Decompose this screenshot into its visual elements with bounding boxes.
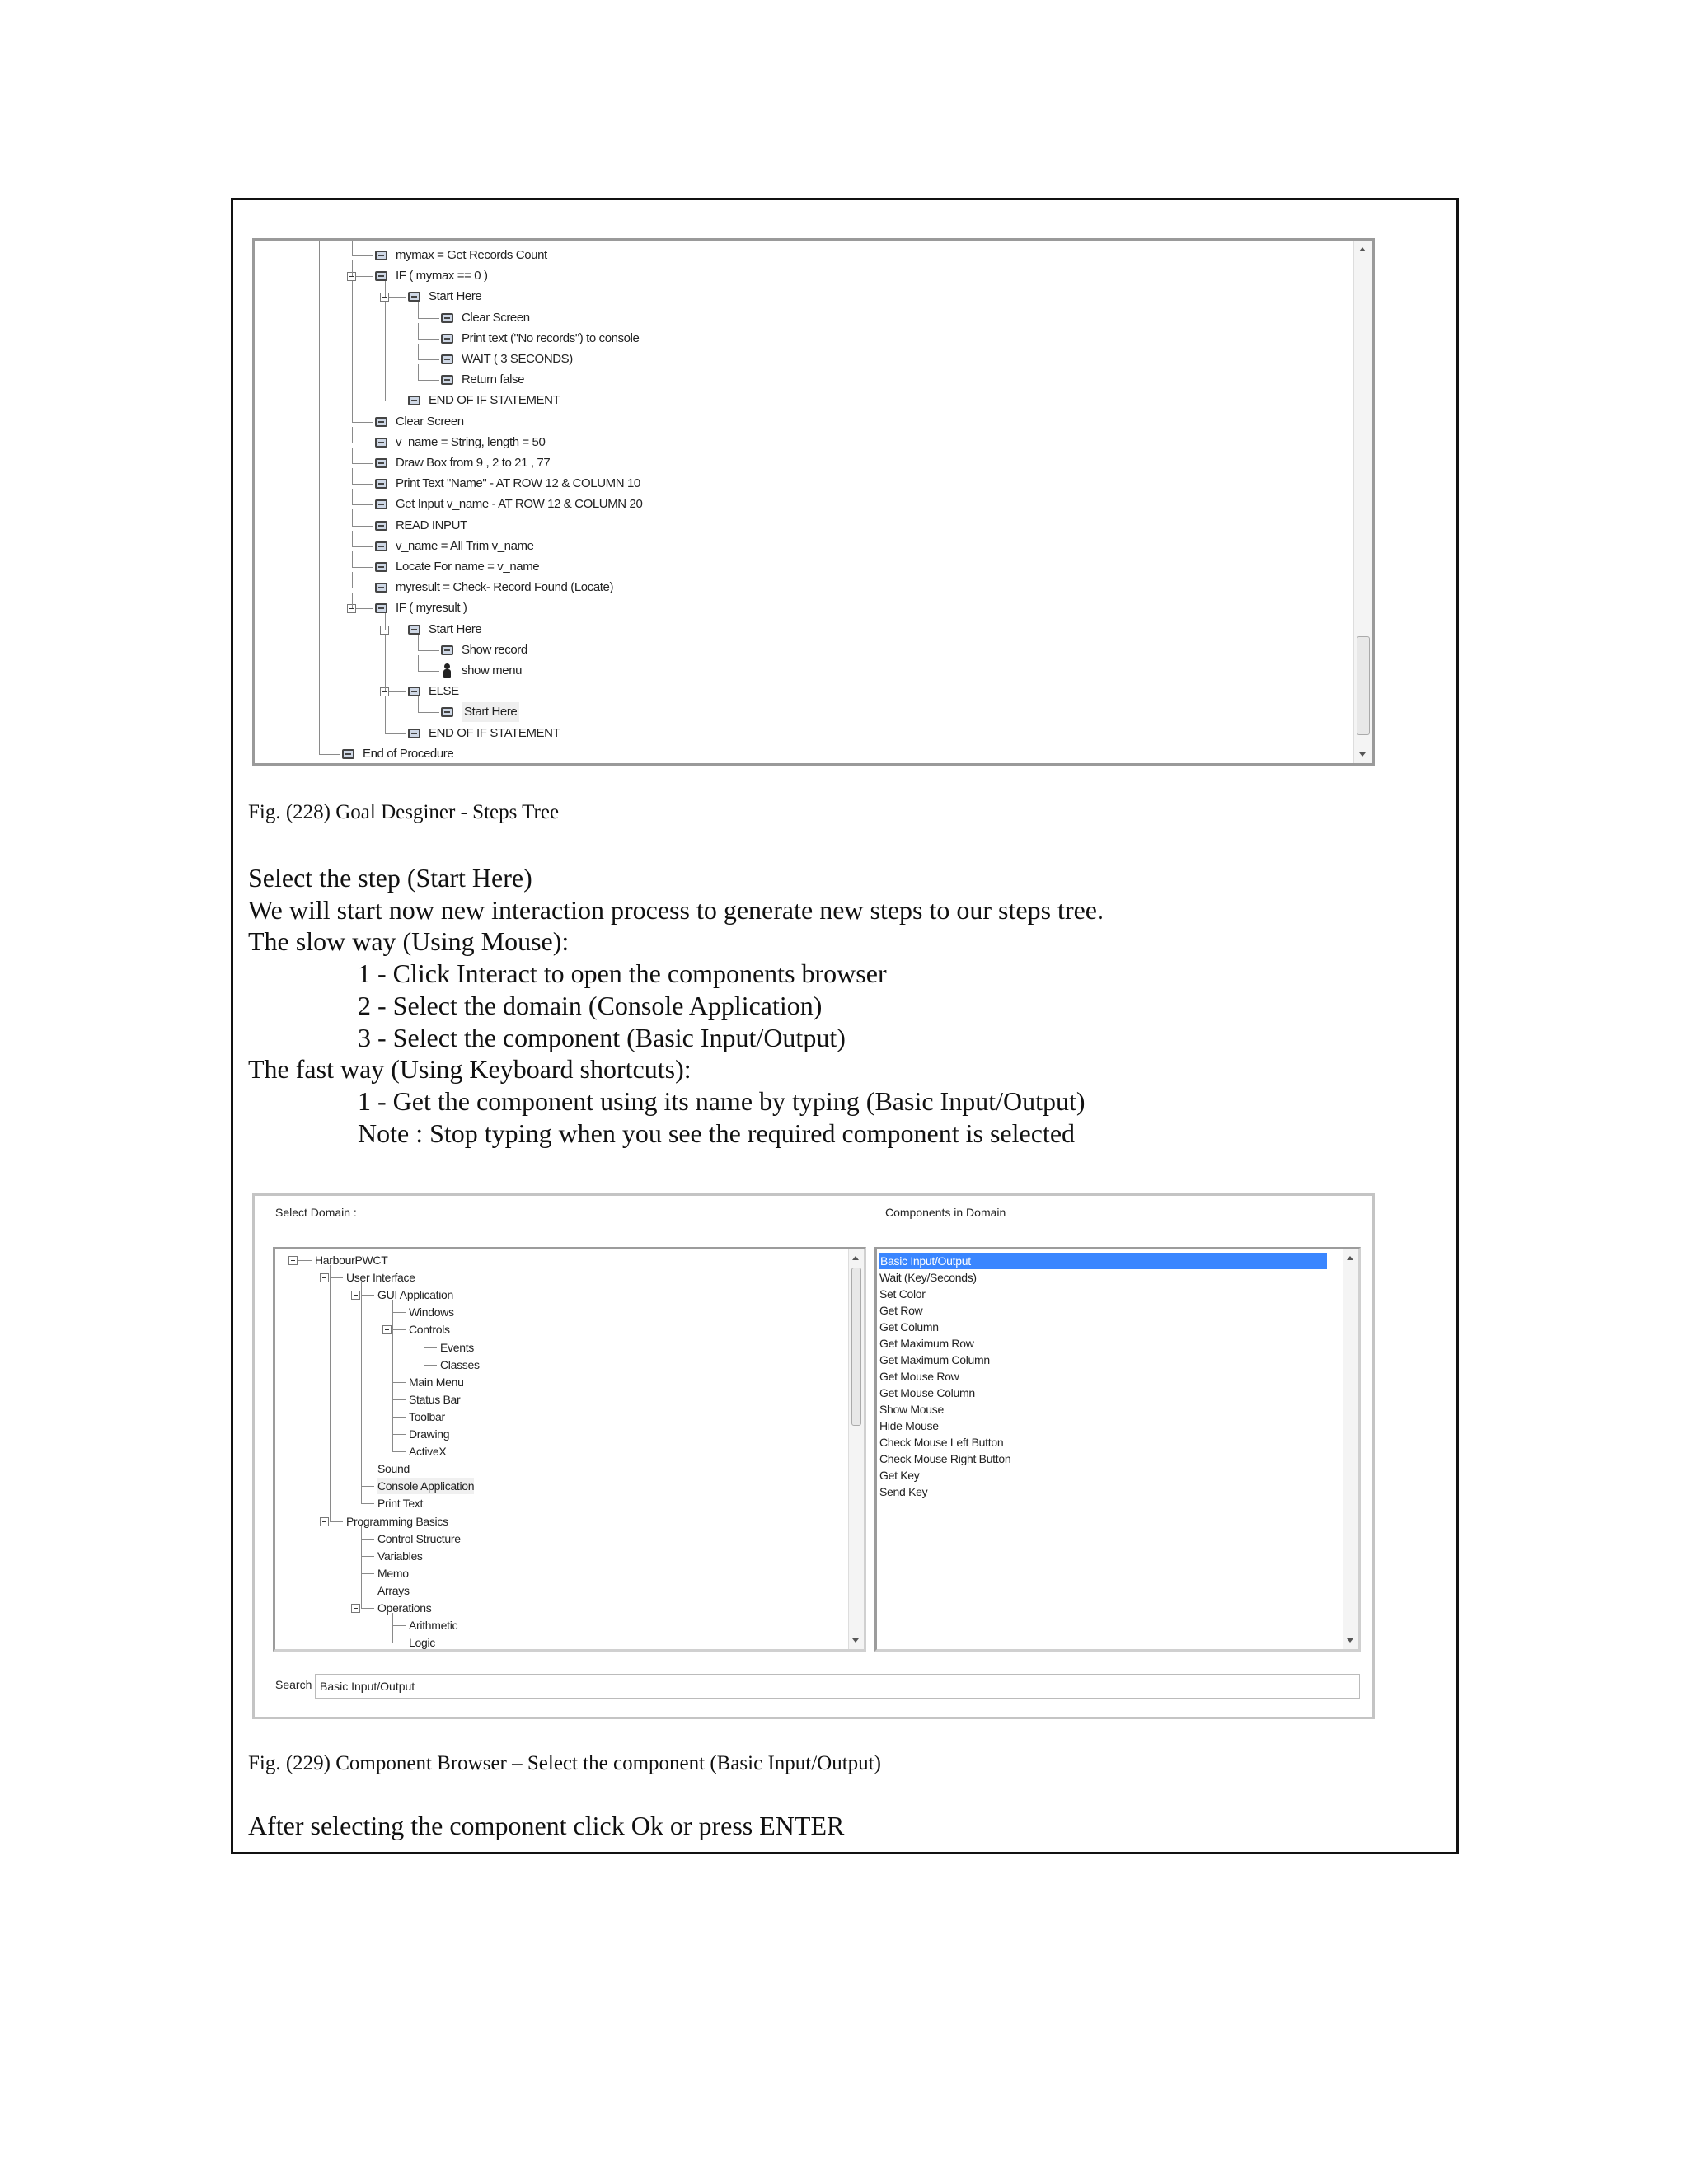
- tree-node[interactable]: [375, 516, 467, 536]
- steps-tree: [255, 241, 1354, 763]
- body-line: 3 - Select the component (Basic Input/Output): [358, 1022, 846, 1052]
- tree-guide: [352, 468, 353, 484]
- tree-node-label: READ INPUT: [396, 518, 467, 532]
- scroll-up-icon[interactable]: [852, 1256, 859, 1260]
- tree-guide: [352, 448, 353, 463]
- tree-node-label: Locate For name = v_name: [396, 560, 540, 574]
- tree-node-label: Return false: [462, 373, 525, 387]
- tree-connector: [392, 1382, 406, 1383]
- person-icon: [441, 663, 453, 678]
- components-list: [877, 1249, 1343, 1649]
- tree-connector: [352, 526, 373, 527]
- tree-connector: [352, 567, 373, 568]
- tree-guide: [392, 1300, 393, 1451]
- tree-node[interactable]: [441, 640, 528, 660]
- tree-connector: [392, 1451, 406, 1452]
- tree-node[interactable]: [375, 578, 613, 598]
- component-item[interactable]: Get Row: [879, 1304, 923, 1317]
- components-list-panel[interactable]: [874, 1247, 1361, 1652]
- tree-node-label: IF ( mymax == 0 ): [396, 269, 488, 284]
- domain-tree-item[interactable]: Logic: [409, 1636, 435, 1650]
- step-icon: [441, 375, 453, 385]
- tree-connector: [319, 754, 340, 755]
- tree-node[interactable]: [342, 744, 453, 764]
- domain-tree-item[interactable]: User Interface: [346, 1271, 415, 1285]
- tree-node[interactable]: [441, 349, 573, 369]
- domain-tree-item[interactable]: Sound: [377, 1462, 410, 1476]
- domain-tree-item[interactable]: Controls: [409, 1323, 450, 1337]
- tree-node-label: v_name = All Trim v_name: [396, 538, 534, 553]
- search-input[interactable]: Basic Input/Output: [315, 1674, 1360, 1699]
- domain-tree-scrollbar[interactable]: [848, 1249, 864, 1649]
- body-line: The slow way (Using Mouse):: [248, 926, 570, 957]
- tree-node-label: Start Here: [429, 289, 482, 304]
- domain-tree-item[interactable]: GUI Application: [377, 1288, 453, 1302]
- tree-connector: [385, 733, 406, 734]
- tree-guide: [330, 1265, 331, 1521]
- tree-connector: [424, 1347, 437, 1348]
- tree-guide: [352, 551, 353, 567]
- tree-guide: [361, 1282, 362, 1503]
- step-icon: [441, 354, 453, 364]
- tree-guide: [352, 427, 353, 443]
- domain-tree-item[interactable]: Classes: [440, 1357, 480, 1371]
- component-item[interactable]: Show Mouse: [879, 1403, 944, 1416]
- tree-guide: [352, 260, 353, 276]
- tree-connector: [330, 1521, 343, 1522]
- tree-connector: [352, 504, 373, 505]
- tree-node-label: IF ( myresult ): [396, 601, 467, 616]
- figure-caption-228: Fig. (228) Goal Desginer - Steps Tree: [248, 801, 560, 823]
- tree-node-label: WAIT ( 3 SECONDS): [462, 352, 573, 366]
- domain-tree-item[interactable]: Console Application: [377, 1479, 475, 1493]
- tree-guide: [385, 302, 386, 401]
- step-icon: [408, 625, 420, 635]
- steps-tree-scrollbar[interactable]: [1353, 241, 1372, 763]
- tree-guide: [352, 572, 353, 588]
- body-line: 1 - Get the component using its name by typing (Basic Input/Output): [358, 1085, 1085, 1116]
- tree-guide: [361, 1526, 362, 1609]
- tree-guide: [385, 281, 386, 297]
- tree-connector: [392, 1625, 406, 1626]
- tree-node-label: ELSE: [429, 684, 459, 699]
- collapse-icon[interactable]: [320, 1273, 329, 1282]
- tree-connector: [361, 1539, 374, 1540]
- search-label: Search: [275, 1678, 312, 1691]
- step-icon: [375, 458, 387, 468]
- step-icon: [408, 292, 420, 302]
- tree-connector: [418, 650, 439, 651]
- tree-node-label: END OF IF STATEMENT: [429, 725, 560, 740]
- tree-connector: [418, 339, 439, 340]
- tree-guide: [319, 241, 320, 754]
- component-item[interactable]: Wait (Key/Seconds): [879, 1271, 977, 1284]
- tree-guide: [352, 281, 353, 421]
- tree-node[interactable]: [408, 682, 459, 701]
- domain-tree-item[interactable]: ActiveX: [409, 1445, 447, 1459]
- tree-connector: [392, 1329, 406, 1330]
- step-icon: [342, 749, 354, 759]
- body-line: 2 - Select the domain (Console Application): [358, 990, 823, 1020]
- tree-node-label: Clear Screen: [462, 310, 530, 325]
- scroll-down-icon[interactable]: [852, 1638, 859, 1643]
- tree-node[interactable]: [408, 287, 481, 307]
- tree-node-label: Draw Box from 9 , 2 to 21 , 77: [396, 456, 551, 470]
- tree-node-label: End of Procedure: [363, 746, 454, 761]
- step-icon: [375, 499, 387, 509]
- tree-connector: [352, 255, 373, 256]
- tree-node[interactable]: [375, 598, 467, 618]
- component-item[interactable]: Check Mouse Right Button: [879, 1452, 1011, 1465]
- collapse-icon[interactable]: [351, 1604, 360, 1613]
- step-icon: [375, 417, 387, 427]
- components-list-scrollbar[interactable]: [1343, 1249, 1358, 1649]
- tree-node-label: END OF IF STATEMENT: [429, 393, 560, 408]
- tree-guide: [418, 655, 419, 671]
- body-line: Select the step (Start Here): [248, 863, 532, 893]
- tree-guide: [385, 613, 386, 629]
- domain-tree-item[interactable]: Events: [440, 1340, 474, 1354]
- domain-tree-item[interactable]: HarbourPWCT: [315, 1254, 388, 1267]
- component-item[interactable]: Get Mouse Column: [879, 1386, 975, 1399]
- scroll-thumb[interactable]: [1357, 636, 1370, 735]
- body-line: Note : Stop typing when you see the required component is selected: [358, 1118, 1076, 1148]
- scroll-thumb[interactable]: [851, 1268, 861, 1426]
- tree-guide: [352, 241, 353, 255]
- tree-connector: [392, 1312, 406, 1313]
- tree-node[interactable]: [408, 620, 481, 640]
- body-line: We will start now new interaction process to generate new steps to our steps tree.: [248, 894, 1104, 925]
- tree-connector: [418, 359, 439, 360]
- tree-node-label: Print Text "Name" - AT ROW 12 & COLUMN 10: [396, 476, 640, 491]
- tree-node[interactable]: [441, 308, 530, 328]
- tree-node-label: Get Input v_name - AT ROW 12 & COLUMN 20: [396, 497, 643, 512]
- domain-tree: [275, 1249, 849, 1649]
- body-line: The fast way (Using Keyboard shortcuts):: [248, 1054, 692, 1085]
- domain-tree-item[interactable]: Main Menu: [409, 1375, 464, 1389]
- tree-node-label: Clear Screen: [396, 414, 464, 429]
- domain-tree-item[interactable]: Arrays: [377, 1583, 410, 1597]
- tree-guide: [418, 302, 419, 317]
- tree-node[interactable]: [408, 724, 560, 743]
- tree-connector: [352, 484, 373, 485]
- tree-connector: [330, 1277, 343, 1278]
- component-item[interactable]: Basic Input/Output: [879, 1253, 1327, 1269]
- tree-connector: [418, 712, 439, 713]
- tree-connector: [352, 546, 373, 547]
- tree-guide: [418, 635, 419, 650]
- collapse-icon[interactable]: [288, 1256, 298, 1265]
- tree-node-label: mymax = Get Records Count: [396, 248, 547, 262]
- tree-guide: [385, 696, 386, 733]
- tree-node[interactable]: [441, 702, 519, 722]
- tree-node[interactable]: [375, 246, 547, 265]
- tree-guide: [418, 364, 419, 380]
- component-item[interactable]: Set Color: [879, 1287, 926, 1301]
- tree-guide: [352, 593, 353, 608]
- component-item[interactable]: Get Column: [879, 1320, 939, 1333]
- component-item[interactable]: Send Key: [879, 1485, 928, 1498]
- step-icon: [408, 687, 420, 696]
- domain-tree-item[interactable]: Programming Basics: [346, 1514, 448, 1528]
- scroll-up-icon[interactable]: [1347, 1256, 1353, 1260]
- scroll-down-icon[interactable]: [1347, 1638, 1353, 1643]
- step-icon: [375, 438, 387, 448]
- tree-node[interactable]: [441, 329, 640, 349]
- tree-node-label: Start Here: [429, 621, 482, 636]
- tree-node[interactable]: [441, 370, 524, 390]
- component-item[interactable]: Check Mouse Left Button: [879, 1436, 1004, 1449]
- domain-tree-item[interactable]: Variables: [377, 1549, 423, 1563]
- collapse-icon[interactable]: [382, 1325, 392, 1334]
- domain-tree-item[interactable]: Arithmetic: [409, 1619, 458, 1633]
- tree-guide: [352, 489, 353, 504]
- closing-text: After selecting the component click Ok or press ENTER: [248, 1811, 845, 1840]
- tree-node[interactable]: [375, 412, 464, 432]
- tree-node[interactable]: [375, 474, 640, 494]
- tree-node[interactable]: [375, 433, 545, 452]
- tree-node[interactable]: [375, 537, 534, 556]
- step-icon: [375, 541, 387, 551]
- tree-guide: [385, 635, 386, 692]
- tree-node-label: Start Here: [462, 702, 519, 722]
- component-item[interactable]: Hide Mouse: [879, 1419, 939, 1432]
- step-icon: [441, 645, 453, 655]
- collapse-icon[interactable]: [320, 1517, 329, 1526]
- step-icon: [375, 603, 387, 613]
- tree-node-label: v_name = String, length = 50: [396, 434, 546, 449]
- tree-connector: [418, 318, 439, 319]
- tree-connector: [298, 1260, 312, 1261]
- domain-tree-panel[interactable]: [273, 1247, 866, 1652]
- tree-connector: [392, 1399, 406, 1400]
- step-icon: [441, 334, 453, 344]
- tree-connector: [418, 380, 439, 381]
- tree-node[interactable]: [441, 661, 522, 681]
- tree-node[interactable]: [375, 266, 488, 286]
- tree-connector: [418, 671, 439, 672]
- component-browser: [252, 1193, 1375, 1719]
- tree-connector: [352, 422, 373, 423]
- step-icon: [375, 562, 387, 572]
- tree-connector: [361, 1573, 374, 1574]
- tree-guide: [392, 1613, 393, 1643]
- step-icon: [441, 707, 453, 717]
- collapse-icon[interactable]: [351, 1291, 360, 1300]
- tree-connector: [361, 1486, 374, 1487]
- step-icon: [441, 313, 453, 323]
- step-icon: [375, 271, 387, 281]
- tree-connector: [392, 1417, 406, 1418]
- scroll-down-icon[interactable]: [1359, 752, 1366, 757]
- domain-tree-item[interactable]: Toolbar: [409, 1409, 445, 1423]
- tree-node[interactable]: [375, 453, 550, 473]
- tree-guide: [352, 531, 353, 546]
- tree-connector: [361, 1503, 374, 1504]
- component-item[interactable]: Get Key: [879, 1469, 920, 1482]
- tree-node[interactable]: [375, 557, 539, 577]
- scroll-up-icon[interactable]: [1359, 247, 1366, 251]
- domain-tree-item[interactable]: Windows: [409, 1305, 454, 1319]
- step-icon: [375, 479, 387, 489]
- tree-node[interactable]: [375, 494, 642, 514]
- tree-node-label: Show record: [462, 642, 528, 657]
- steps-tree-panel[interactable]: [252, 238, 1375, 766]
- step-icon: [408, 396, 420, 405]
- tree-connector: [361, 1608, 374, 1609]
- tree-guide: [418, 696, 419, 712]
- tree-node-label: show menu: [462, 663, 523, 677]
- tree-connector: [352, 463, 373, 464]
- tree-node-label: Print text ("No records") to console: [462, 330, 640, 345]
- tree-guide: [418, 344, 419, 359]
- tree-guide: [418, 323, 419, 339]
- body-line: 1 - Click Interact to open the components browser: [358, 958, 887, 989]
- components-in-domain-label: Components in Domain: [885, 1206, 1006, 1219]
- step-icon: [375, 251, 387, 260]
- domain-tree-item[interactable]: Operations: [377, 1601, 432, 1615]
- step-icon: [375, 521, 387, 531]
- tree-connector: [361, 1295, 374, 1296]
- tree-connector: [392, 1434, 406, 1435]
- domain-tree-item[interactable]: Drawing: [409, 1427, 450, 1441]
- component-item[interactable]: Get Maximum Row: [879, 1337, 974, 1350]
- tree-node-label: myresult = Check- Record Found (Locate): [396, 580, 614, 595]
- select-domain-label: Select Domain :: [275, 1206, 357, 1219]
- figure-caption-229: Fig. (229) Component Browser – Select the component (Basic Input/Output): [248, 1752, 881, 1774]
- domain-tree-item[interactable]: Memo: [377, 1566, 409, 1580]
- domain-tree-item[interactable]: Control Structure: [377, 1531, 461, 1545]
- component-item[interactable]: Get Maximum Column: [879, 1353, 990, 1366]
- tree-connector: [424, 1365, 437, 1366]
- step-icon: [408, 729, 420, 738]
- domain-tree-item[interactable]: Status Bar: [409, 1392, 461, 1406]
- tree-guide: [352, 509, 353, 525]
- domain-tree-item[interactable]: Print Text: [377, 1497, 424, 1511]
- tree-connector: [361, 1556, 374, 1557]
- tree-node[interactable]: [408, 391, 560, 410]
- component-item[interactable]: Get Mouse Row: [879, 1370, 959, 1383]
- step-icon: [375, 583, 387, 593]
